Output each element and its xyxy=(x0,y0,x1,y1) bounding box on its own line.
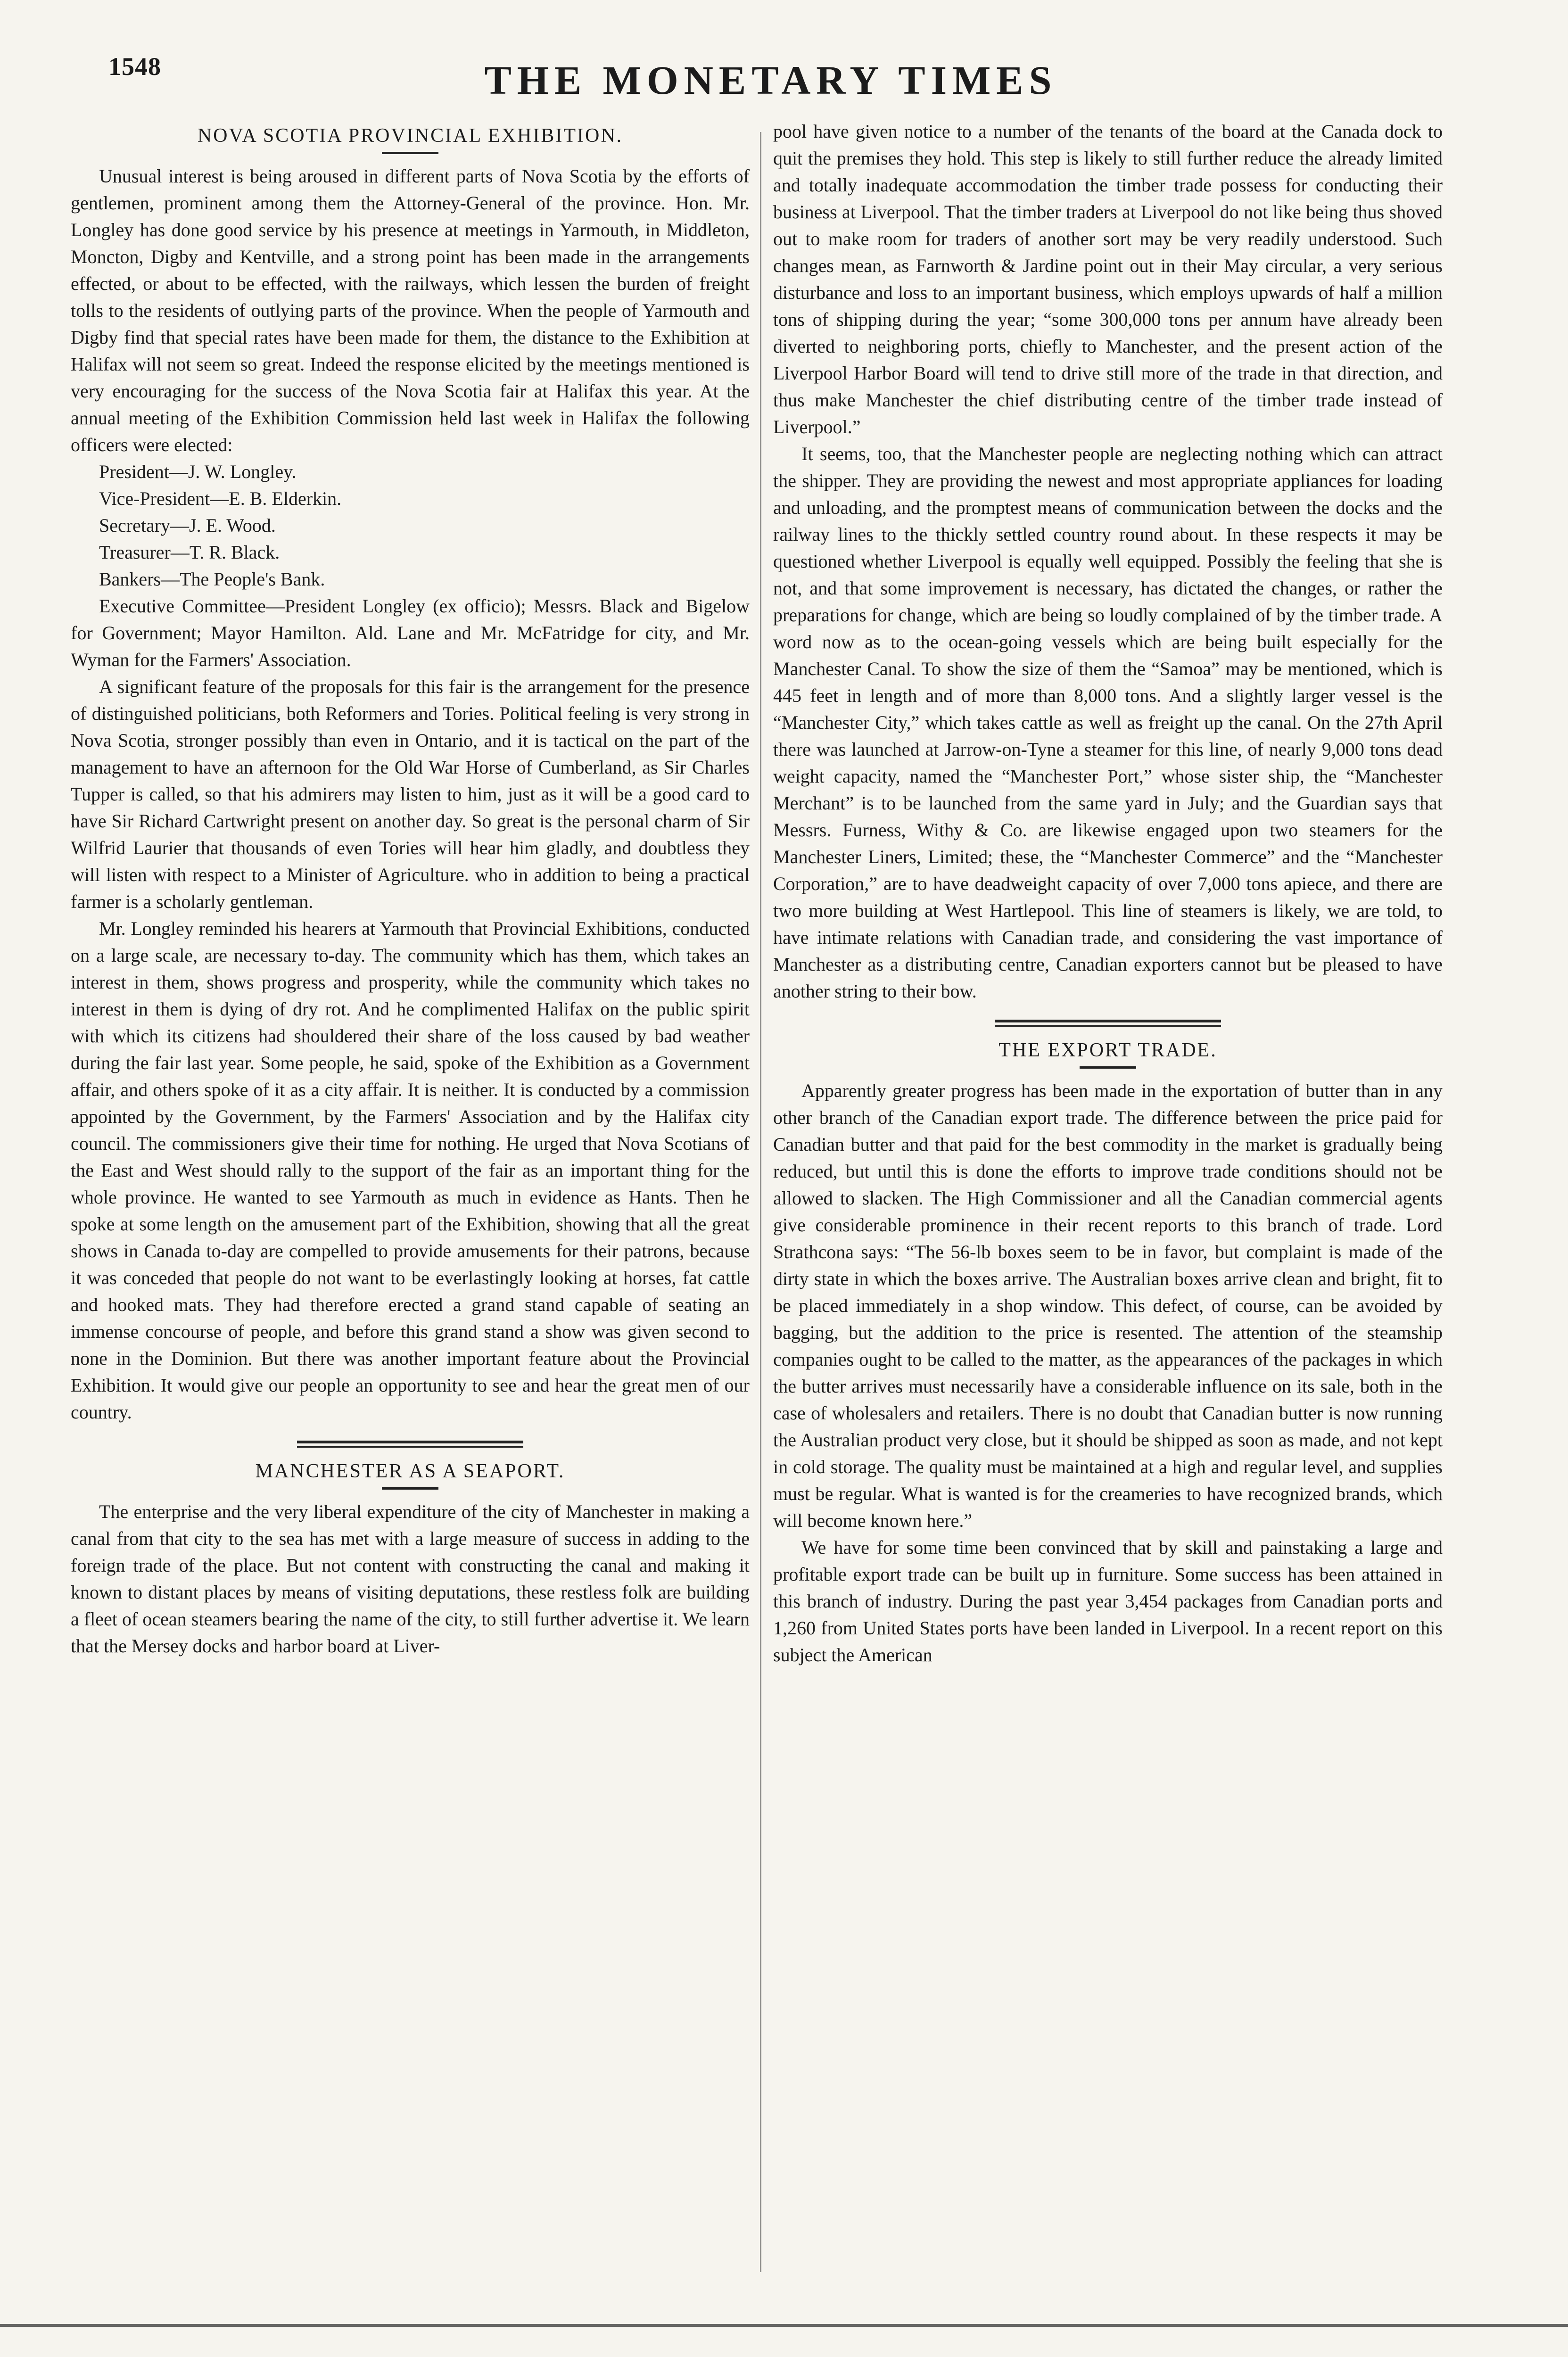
paragraph: We have for some time been convinced that by skill and painstaking a large and profitable export trade can be built up in furniture. Some success has been attained in this branch of industry. During the past year 3,454 packages from Canadian ports and 1,260 from United States ports have been landed in Liverpool. In a recent report on this subject the American xyxy=(773,1537,1443,1665)
officer-president: President—J. W. Longley. xyxy=(99,461,297,482)
paragraph-committee: Executive Committee—President Longley (ex officio); Messrs. Black and Bigelow for Government; Mayor Hamilton. Ald. Lane and Mr. McFatridge for city, and Mr. Wyman for the Farmers' Association. xyxy=(71,595,750,670)
section-divider xyxy=(995,1020,1221,1027)
officer-treasurer: Treasurer—T. R. Black. xyxy=(99,542,280,563)
paragraph: Unusual interest is being aroused in different parts of Nova Scotia by the efforts of gentlemen, prominent among them the Attorney-General of the province. Hon. Mr. Longley has done good service by his presence at meetings in Yarmouth, in Middleton, Moncton, Digby and Kentville, and a strong point has been made in the arrangements effected, or about to be effected, with the railways, which lessen the burden of freight tolls to the residents of outlying parts of the province. When the people of Yarmouth and Digby find that special rates have been made for them, the distance to the Exhibition at Halifax will not seem so great. Indeed the response elicited by the meetings mentioned is very encouraging for the success of the Nova Scotia fair at Halifax this year. At the annual meeting of the Exhibition Commission held last week in Halifax the following officers were elected: xyxy=(71,165,750,455)
paragraph: Apparently greater progress has been made in the exportation of butter than in any other branch of the Canadian export trade. The difference between the price paid for Canadian butter and that paid for the best commodity in the market is gradually being reduced, but until this is done the efforts to improve trade conditions should not be allowed to slacken. The High Commissioner and all the Canadian commercial agents give considerable prominence in their recent reports to this branch of trade. Lord Strathcona says: “The 56-lb boxes seem to be in favor, but complaint is made of the dirty state in which the boxes arrive. The Australian boxes arrive clean and bright, fit to be placed immediately in a shop window. This defect, of course, can be avoided by bagging, but the addition to the price is resented. The attention of the steamship companies ought to be called to the matter, as the appearances of the packages in which the butter arrives must necessarily have a considerable influence on its sale, both in the case of wholesalers and retailers. There is no doubt that Canadian butter is now running the Australian product very close, but it should be shipped as soon as made, and not kept in cold storage. The quality must be maintained at a high and regular level, and supplies must be regular. What is wanted is for the creameries to have recognized brands, which will become known here.” xyxy=(773,1080,1443,1531)
bottom-edge-rule xyxy=(0,2324,1568,2327)
article-title-export: THE EXPORT TRADE. xyxy=(999,1039,1217,1061)
title-rule xyxy=(382,152,438,154)
journal-title: THE MONETARY TIMES xyxy=(484,58,1057,103)
page-number: 1548 xyxy=(108,52,161,81)
paragraph: A significant feature of the proposals for this fair is the arrangement for the presence of distinguished politicians, both Reformers and Tories. Political feeling is very strong in Nova Scotia, stronger possibly than even in Ontario, and it is tactical on the part of the management to have an afternoon for the Old War Horse of Cumberland, as Sir Charles Tupper is called, so that his admirers may listen to him, just as it will be a good card to have Sir Richard Cartwright present on another day. So great is the personal charm of Sir Wilfrid Laurier that thousands of even Tories will hear him gladly, and doubtless they will listen with respect to a Minister of Agriculture. who in addition to being a practical farmer is a scholarly gentleman. xyxy=(71,676,750,912)
paragraph-continued: pool have given notice to a number of the tenants of the board at the Canada dock to quit the premises they hold. This step is likely to still further reduce the already limited and totally inadequate accommodation the timber trade possess for conducting their business at Liverpool. That the timber traders at Liverpool do not like being thus shoved out to make room for traders of another sort may be very readily understood. Such changes mean, as Farnworth & Jardine point out in their May circular, a very serious disturbance and loss to an important business, which employs upwards of half a million tons of shipping during the year; “some 300,000 tons per annum have already been diverted to neighboring ports, chiefly to Manchester, and the present action of the Liverpool Harbor Board will tend to drive still more of the trade in that direction, and thus make Manchester the chief distributing centre of the timber trade instead of Liverpool.” xyxy=(773,121,1443,437)
officers-list xyxy=(71,458,750,593)
officer-vice-president: Vice-President—E. B. Elderkin. xyxy=(99,488,342,509)
title-rule xyxy=(382,1487,438,1490)
article-title-manchester: MANCHESTER AS A SEAPORT. xyxy=(255,1460,565,1482)
title-rule xyxy=(1080,1066,1136,1069)
paragraph: The enterprise and the very liberal expenditure of the city of Manchester in making a canal from that city to the sea has met with a large measure of success in adding to the foreign trade of the place. But not content with constructing the canal and making it known to distant places by means of visiting deputations, these restless folk are building a fleet of ocean steamers bearing the name of the city, to still further advertise it. We learn that the Mersey docks and harbor board at Liver- xyxy=(71,1501,750,1656)
column-divider xyxy=(760,132,761,2272)
left-column xyxy=(71,118,750,2277)
section-divider xyxy=(297,1441,523,1448)
right-column xyxy=(773,118,1443,2277)
article-title-exhibition: NOVA SCOTIA PROVINCIAL EXHIBITION. xyxy=(197,125,623,147)
officer-secretary: Secretary—J. E. Wood. xyxy=(99,515,276,536)
paragraph: Mr. Longley reminded his hearers at Yarmouth that Provincial Exhibitions, conducted on a large scale, are necessary to-day. The community which has them, which takes an interest in them, shows progress and prosperity, while the community which takes no interest in them is dying of dry rot. And he complimented Halifax on the public spirit with which its citizens had shouldered their share of the loss caused by bad weather during the fair last year. Some people, he said, spoke of the Exhibition as a Government affair, and others spoke of it as a city affair. It is neither. It is conducted by a commission appointed by the Government, by the Farmers' Association and by the Halifax city council. The commissioners give their time for nothing. He urged that Nova Scotians of the East and West should rally to the support of the fair as an important thing for the whole province. He wanted to see Yarmouth as much in evidence as Hants. Then he spoke at some length on the amusement part of the Exhibition, showing that all the great shows in Canada to-day are compelled to provide amusements for their patrons, because it was conceded that people do not want to be everlastingly looking at horses, fat cattle and hooked mats. They had therefore erected a grand stand capable of seating an immense concourse of people, and before this grand stand a show was given second to none in the Dominion. But there was another important feature about the Provincial Exhibition. It would give our people an opportunity to see and hear the great men of our country. xyxy=(71,918,750,1423)
officer-bankers: Bankers—The People's Bank. xyxy=(99,569,325,590)
masthead xyxy=(104,38,1438,108)
paragraph: It seems, too, that the Manchester people are neglecting nothing which can attract the shipper. They are providing the newest and most appropriate appliances for loading and unloading, and the promptest means of communication between the docks and the railway lines to the thickly settled country round about. In these respects it may be questioned whether Liverpool is equally well equipped. Possibly the feeling that she is not, and that some improvement is necessary, has dictated the changes, or rather the preparations for change, which are being so loudly complained of by the timber trade. A word now as to the ocean-going vessels which are being built especially for the Manchester Canal. To show the size of them the “Samoa” may be mentioned, which is 445 feet in length and of more than 8,000 tons. And a slightly larger vessel is the “Manchester City,” which takes cattle as well as freight up the canal. On the 27th April there was launched at Jarrow-on-Tyne a steamer for this line, of nearly 9,000 tons dead weight capacity, named the “Manchester Port,” whose sister ship, the “Manchester Merchant” is to be launched from the same yard in July; and the Guardian says that Messrs. Furness, Withy & Co. are likewise engaged upon two steamers for the Manchester Liners, Limited; these, the “Manchester Commerce” and the “Manchester Corporation,” are to have deadweight capacity of over 7,000 tons apiece, and there are two more building at West Hartlepool. This line of steamers is likely, we are told, to have intimate relations with Canadian trade, and considering the vast importance of Manchester as a distributing centre, Canadian exporters cannot but be pleased to have another string to their bow. xyxy=(773,443,1443,1002)
